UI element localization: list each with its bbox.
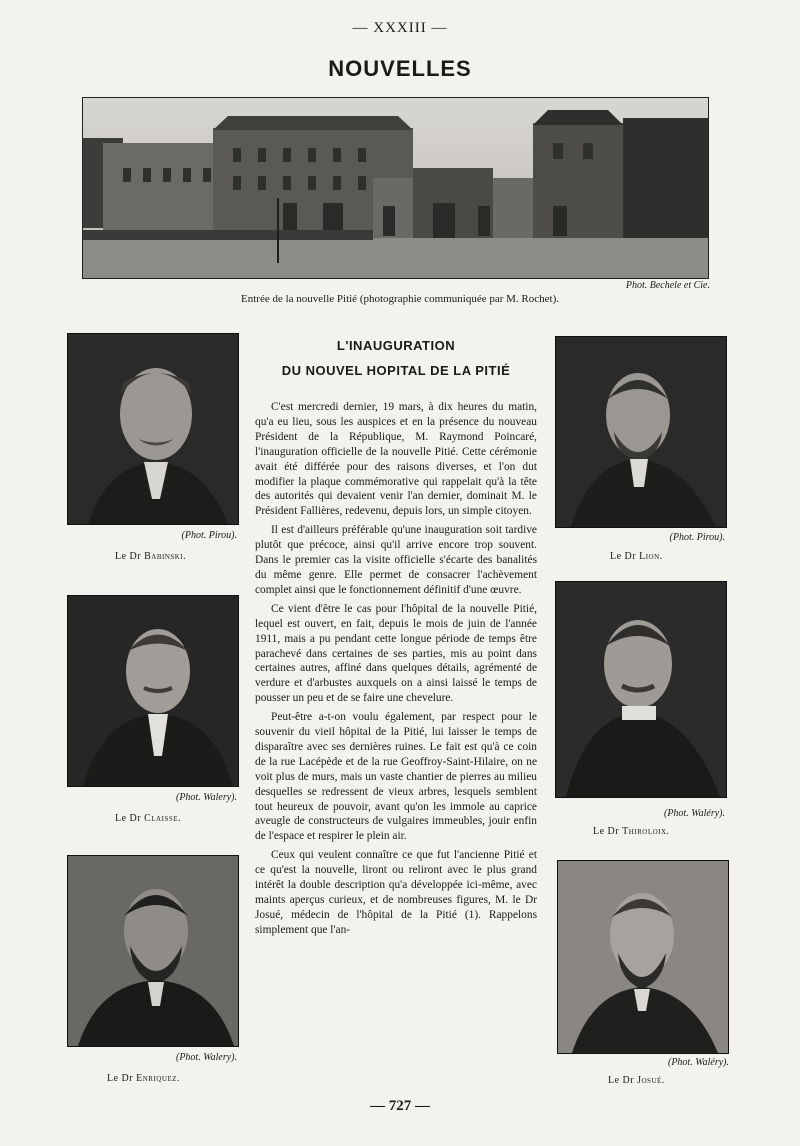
portrait-babinski [67, 333, 239, 525]
portrait-credit: (Phot. Walery). [175, 792, 237, 803]
portrait-credit: (Phot. Walery). [175, 1052, 237, 1063]
article-paragraph: Ceux qui veulent connaître ce que fut l'ancienne Pitié et ce qu'est la nouvelle, liront ou reliront avec le plus grand intérêt la double description qu'a développée ici-même, avec maints aperçus curieux, et de nombreuses figures, M. le Dr Josué, médecin de l'hôpital de la Pitié (1). Rappelons simplement que l'an- [255, 849, 537, 936]
portrait-name: Le Dr Josué. [608, 1075, 665, 1086]
article [255, 338, 537, 942]
article-paragraph: Peut-être a-t-on voulu également, par respect pour le souvenir du vieil hôpital de la Pitié, lui laisser le temps de disparaître avec ses dernières ruines. Le fait est qu'à ce coin de la rue Lacépède et de la rue Geoffroy-Saint-Hilaire, on ne voit plus de murs, mais un vaste chantier de pierres au milieu desquelles se redressent de vieux arbres, lesquels semblent tout heureux de pouvoir, avant qu'on les immole au caprice aveugle de constructeurs de vulgaires immeubles, jouir enfin de l'espace et respirer le plein air. [255, 711, 537, 843]
article-paragraph: Il est d'ailleurs préférable qu'une inauguration soit tardive plutôt que précoce, ainsi qu'il arrive encore trop souvent. Dans le premier cas la visite officielle s'écarte des banalités du même genre. Elle permet de consacrer l'achèvement complet ainsi que le fonctionnement définitif d'une œuvre. [255, 524, 537, 596]
portrait-josue [557, 860, 729, 1054]
portrait-credit: (Phot. Pirou). [181, 530, 237, 541]
hero-photo-caption: Entrée de la nouvelle Pitié (photographie communiquée par M. Rochet). [241, 293, 559, 305]
portrait-lion [555, 336, 727, 528]
hospital-entrance-photo [82, 97, 709, 279]
portrait-claisse [67, 595, 239, 787]
portrait-name: Le Dr Enriquez. [107, 1073, 180, 1084]
portrait-thiroloix [555, 581, 727, 798]
portrait-name: Le Dr Lion. [610, 551, 663, 562]
page-number: — 727 — [370, 1098, 430, 1114]
hero-photo-credit: Phot. Bechele et Cie. [625, 280, 710, 291]
portrait-credit: (Phot. Waléry). [663, 808, 725, 819]
article-paragraph: Ce vient d'être le cas pour l'hôpital de la nouvelle Pitié, lequel est ouvert, en fait, depuis le mois de juin de l'année 1911, mais a pu pendant cette longue période de temps être parachevé dans certaines de ses parties, mis au point dans certaines autres, affiné dans quelques détails, agrémenté de verdure et d'arbustes auxquels on a ainsi laissé le temps de pousser un peu et de se faire une chevelure. [255, 602, 537, 705]
portrait-credit: (Phot. Waléry). [667, 1057, 729, 1068]
page-number-roman: — XXXIII — [352, 20, 448, 36]
portrait-enriquez [67, 855, 239, 1047]
portrait-name: Le Dr Babinski. [115, 551, 187, 562]
article-subheadline: DU NOUVEL HOPITAL DE LA PITIÉ [281, 363, 511, 378]
article-headline: L'INAUGURATION [336, 338, 456, 353]
article-paragraph: C'est mercredi dernier, 19 mars, à dix heures du matin, qu'a eu lieu, sous les auspices et en la présence du nouveau Président de la République, M. Raymond Poincaré, l'inauguration officielle de la nouvelle Pitié. Cette cérémonie avait été différée pour des raisons diverses, et l'on dut modifier la plaque commémorative qui rappelait qu'à la tête des autorités qui devaient venir l'an dernier, dominait M. le Président Fallières, redevenu, depuis lors, un simple citoyen. [255, 401, 537, 518]
portrait-name: Le Dr Thiroloix. [593, 826, 670, 837]
section-title: NOUVELLES [328, 56, 472, 81]
portrait-name: Le Dr Claisse. [115, 813, 182, 824]
portrait-credit: (Phot. Pirou). [669, 532, 725, 543]
